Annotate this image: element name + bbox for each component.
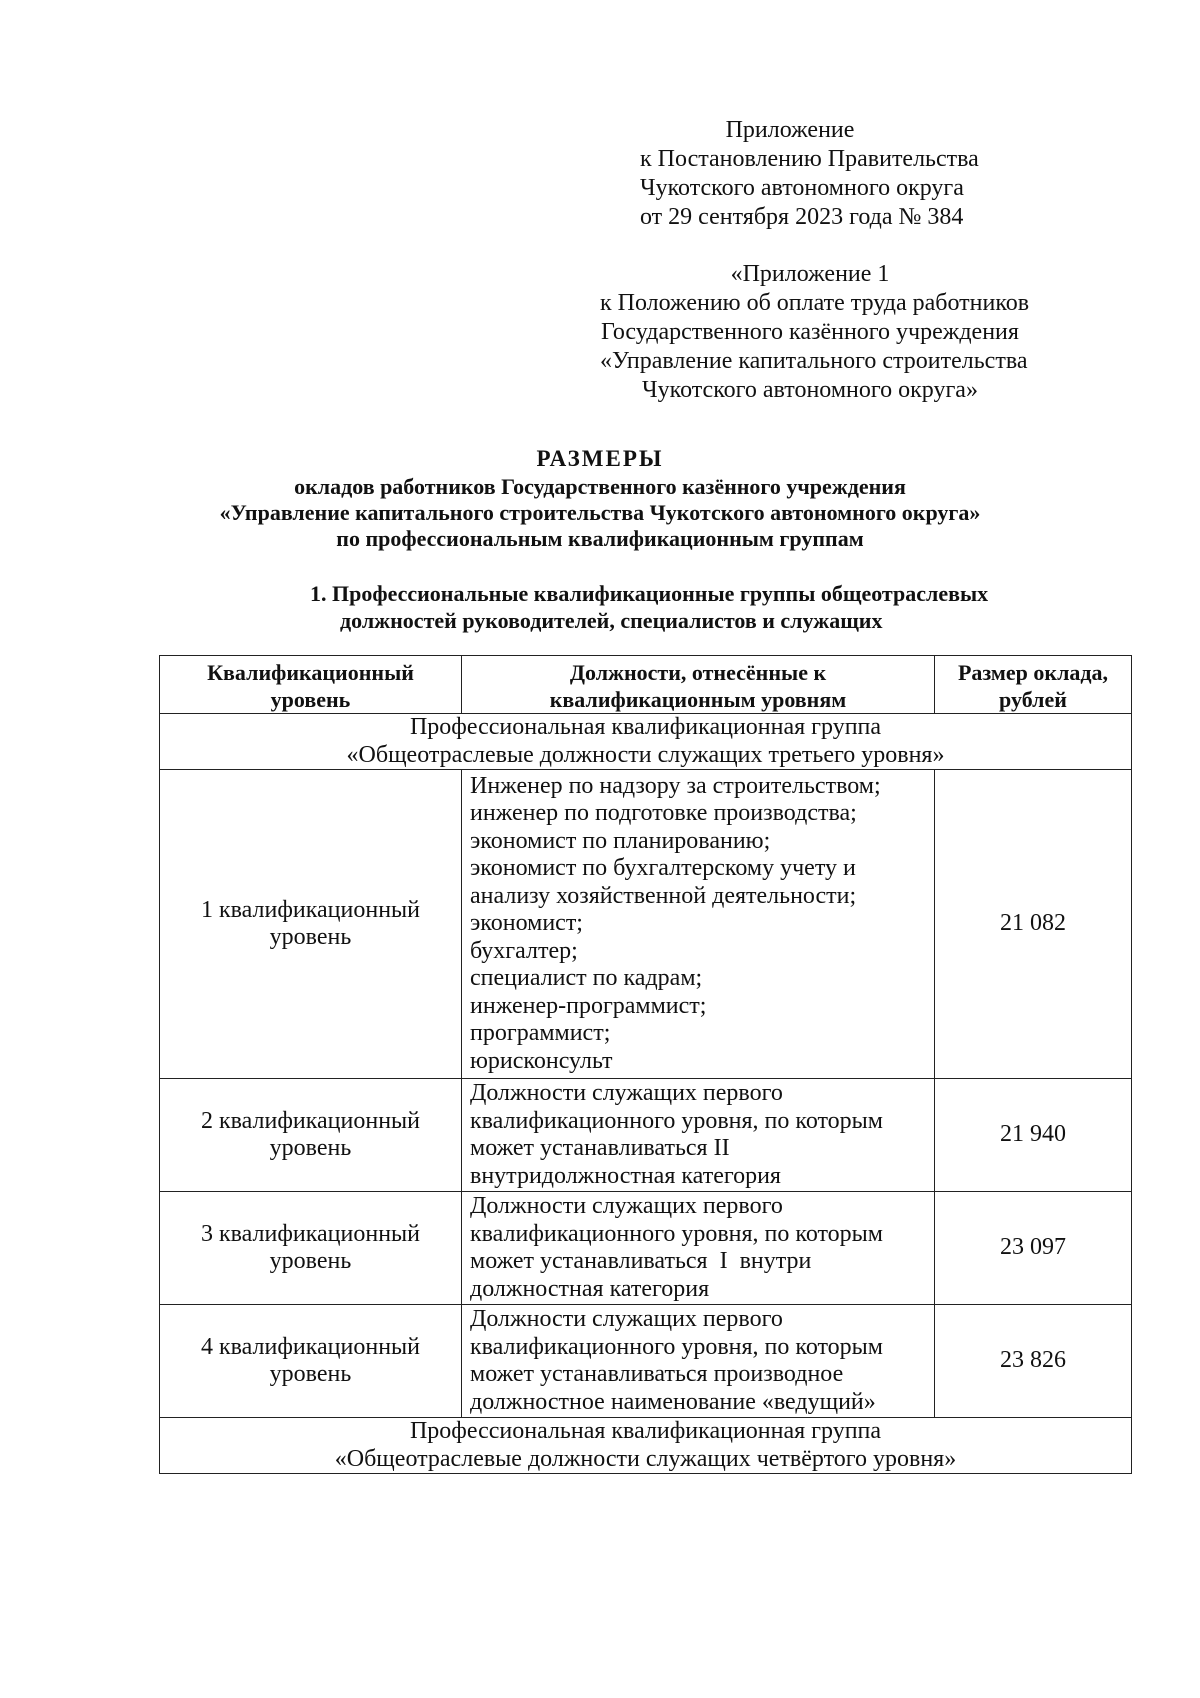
title-line: окладов работников Государственного казённого учреждения <box>294 474 906 499</box>
approval-line: Чукотского автономного округа <box>640 175 964 201</box>
approval-line: от 29 сентября 2023 года № 384 <box>640 204 964 230</box>
group-cell: Профессиональная квалификационная группа «Общеотраслевые должности служащих третьего уровня» <box>160 714 1132 770</box>
title-main: РАЗМЕРЫ <box>536 446 664 471</box>
title-line: «Управление капитального строительства Чукотского автономного округа» <box>219 500 981 525</box>
annex-line: Чукотского автономного округа» <box>642 377 978 403</box>
amount-cell: 21 940 <box>935 1079 1132 1192</box>
annex-line: «Управление капитального строительства <box>600 348 1028 374</box>
approval-line: к Постановлению Правительства <box>640 146 979 172</box>
approval-line: Приложение <box>725 117 855 143</box>
amount-cell: 23 097 <box>935 1192 1132 1305</box>
level-cell: 2 квалификационный уровень <box>160 1079 462 1192</box>
positions-cell: Инженер по надзору за строительством; инженер по подготовке производства; экономист по планированию; экономист по бухгалтерскому учету и анализу хозяйственной деятельности; экономист; бухгалтер; специалист по кадрам; инженер-программист; программист; юрисконсульт <box>462 770 935 1079</box>
section-heading-line: должностей руководителей, специалистов и служащих <box>340 608 883 633</box>
section-heading-line: 1. Профессиональные квалификационные группы общеотраслевых <box>310 581 989 606</box>
group-row <box>160 714 1132 770</box>
level-cell: 1 квалификационный уровень <box>160 770 462 1079</box>
positions-cell: Должности служащих первого квалификационного уровня, по которым может устанавливаться II внутридолжностная категория <box>462 1079 935 1192</box>
table-row <box>160 1305 1132 1418</box>
amount-cell: 21 082 <box>935 770 1132 1079</box>
table-header-row <box>160 656 1132 714</box>
header-amount: Размер оклада, рублей <box>935 656 1132 714</box>
group-cell: Профессиональная квалификационная группа «Общеотраслевые должности служащих четвёртого уровня» <box>160 1418 1132 1474</box>
group-row <box>160 1418 1132 1474</box>
table-row <box>160 1192 1132 1305</box>
title-line: по профессиональным квалификационным группам <box>336 526 864 551</box>
annex-line: к Положению об оплате труда работников <box>600 290 1030 316</box>
positions-cell: Должности служащих первого квалификационного уровня, по которым может устанавливаться I внутри должностная категория <box>462 1192 935 1305</box>
level-cell: 3 квалификационный уровень <box>160 1192 462 1305</box>
section-heading <box>200 580 1080 634</box>
header-positions: Должности, отнесённые к квалификационным уровням <box>462 656 935 714</box>
document-title <box>100 446 1100 552</box>
annex-block <box>600 260 1030 405</box>
table-row <box>160 770 1132 1079</box>
amount-cell: 23 826 <box>935 1305 1132 1418</box>
positions-cell: Должности служащих первого квалификационного уровня, по которым может устанавливаться производное должностное наименование «ведущий» <box>462 1305 935 1418</box>
level-cell: 4 квалификационный уровень <box>160 1305 462 1418</box>
approval-block <box>640 116 979 232</box>
salary-table <box>159 655 1132 1474</box>
annex-line: Государственного казённого учреждения <box>601 319 1019 345</box>
annex-line: «Приложение 1 <box>730 261 890 287</box>
header-level: Квалификационный уровень <box>160 656 462 714</box>
table-row <box>160 1079 1132 1192</box>
